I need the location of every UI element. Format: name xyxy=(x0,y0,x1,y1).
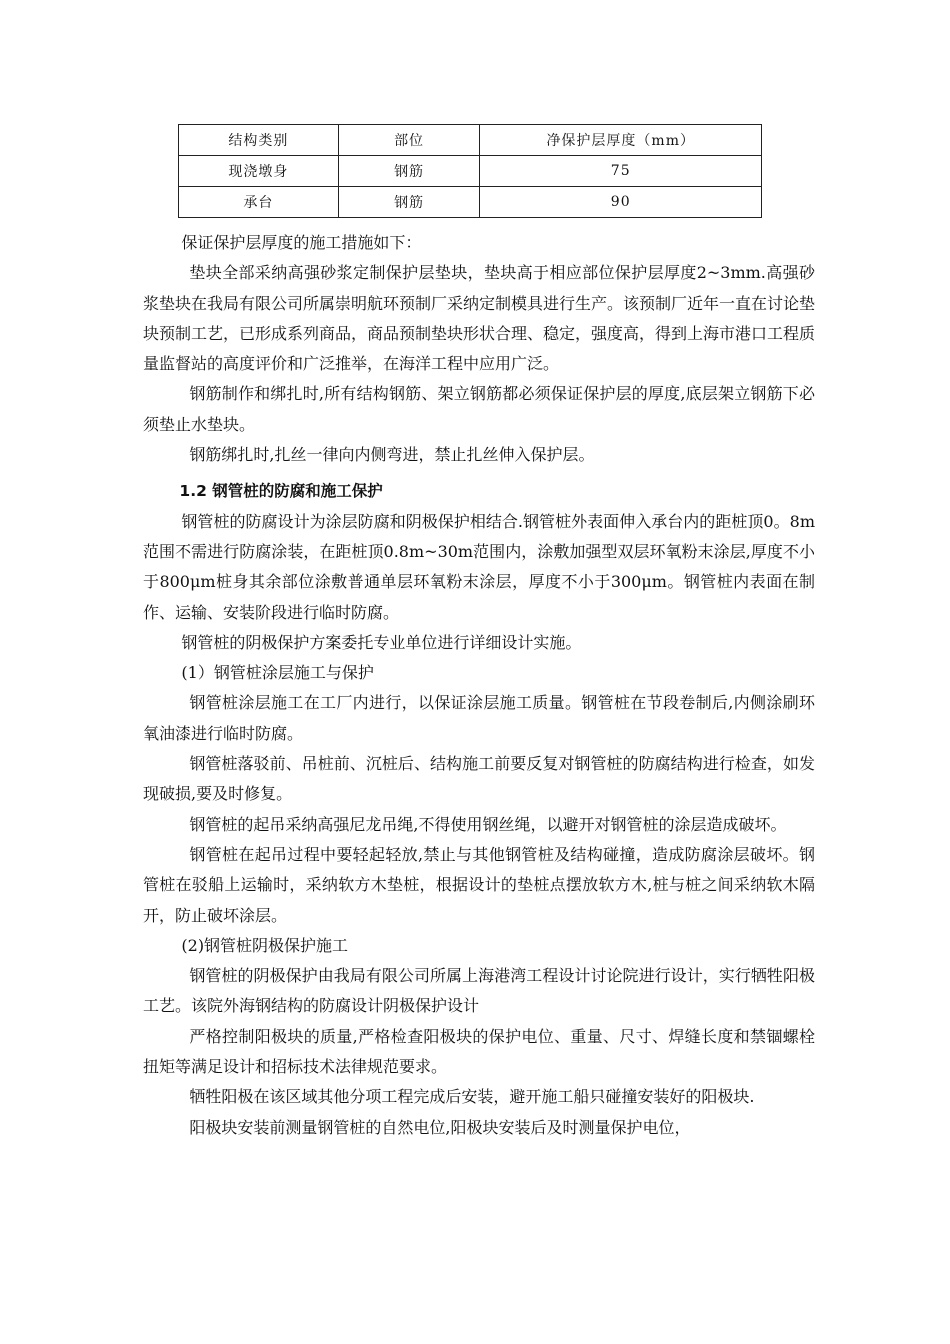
table-row xyxy=(179,187,762,218)
table-header-cell: 部位 xyxy=(338,125,480,156)
paragraph: 钢管桩的阴极保护由我局有限公司所属上海港湾工程设计讨论院进行设计，实行牺牲阳极工艺。该院外海钢结构的防腐设计阴极保护设计 xyxy=(143,966,815,1016)
document-body xyxy=(143,228,815,1143)
table-cell: 钢筋 xyxy=(338,156,480,187)
paragraph: 钢管桩涂层施工在工厂内进行，以保证涂层施工质量。钢管桩在节段卷制后,内侧涂刷环氧油漆进行临时防腐。 xyxy=(143,693,815,743)
subsection-heading: (1）钢管桩涂层施工与保护 xyxy=(181,663,374,683)
paragraph: 严格控制阳极块的质量,严格检查阳极块的保护电位、重量、尺寸、焊缝长度和禁锢螺栓扭矩等满足设计和招标技术法律规范要求。 xyxy=(143,1026,815,1077)
paragraph: 钢筋绑扎时,扎丝一律向内侧弯进，禁止扎丝伸入保护层。 xyxy=(189,445,595,465)
table-row xyxy=(179,156,762,187)
table-cell: 75 xyxy=(480,156,762,187)
paragraph: 钢管桩的防腐设计为涂层防腐和阴极保护相结合.钢管桩外表面伸入承台内的距桩顶0。8m范围不需进行防腐涂装，在距桩顶0.8m~30m范围内，涂敷加强型双层环氧粉末涂层,厚度不小于800μm桩身其余部位涂敷普通单层环氧粉末涂层，厚度不小于300μm。钢管桩内表面在制作、运输、安装阶段进行临时防腐。 xyxy=(143,511,815,622)
table-header-row xyxy=(179,125,762,156)
table-header-cell: 净保护层厚度（mm） xyxy=(480,125,762,156)
paragraph: 阳极块安装前测量钢管桩的自然电位,阳极块安装后及时测量保护电位， xyxy=(189,1117,691,1137)
paragraph: 钢筋制作和绑扎时,所有结构钢筋、架立钢筋都必须保证保护层的厚度,底层架立钢筋下必须垫止水垫块。 xyxy=(143,384,815,434)
paragraph: 钢管桩的起吊采纳高强尼龙吊绳,不得使用钢丝绳，以避开对钢管桩的涂层造成破坏。 xyxy=(189,814,787,834)
paragraph: 垫块全部采纳高强砂浆定制保护层垫块，垫块高于相应部位保护层厚度2~3mm.高强砂浆垫块在我局有限公司所属崇明航环预制厂采纳定制模具进行生产。该预制厂近年一直在讨论垫块预制工艺，已形成系列商品，商品预制垫块形状合理、稳定，强度高，得到上海市港口工程质量监督站的高度评价和广泛推举，在海洋工程中应用广泛。 xyxy=(143,263,816,374)
paragraph: 保证保护层厚度的施工措施如下： xyxy=(181,233,422,252)
table-cell: 承台 xyxy=(179,187,339,218)
table-header-cell: 结构类别 xyxy=(179,125,339,156)
table-cell: 90 xyxy=(480,187,762,218)
cover-thickness-table xyxy=(178,124,762,218)
table-cell: 现浇墩身 xyxy=(179,156,339,187)
paragraph: 钢管桩落驳前、吊桩前、沉桩后、结构施工前要反复对钢管桩的防腐结构进行检查，如发现破损,要及时修复。 xyxy=(143,754,815,804)
section-heading: 1.2 钢管桩的防腐和施工保护 xyxy=(179,482,383,501)
paragraph: 钢管桩在起吊过程中要轻起轻放,禁止与其他钢管桩及结构碰撞，造成防腐涂层破坏。钢管桩在驳船上运输时，采纳软方木垫桩，根据设计的垫桩点摆放软方木,桩与桩之间采纳软木隔开，防止破坏涂层。 xyxy=(143,844,815,925)
paragraph: 牺牲阳极在该区域其他分项工程完成后安装，避开施工船只碰撞安装好的阳极块. xyxy=(189,1087,755,1107)
table-cell: 钢筋 xyxy=(338,187,480,218)
subsection-heading: (2)钢管桩阴极保护施工 xyxy=(181,935,349,955)
paragraph: 钢管桩的阴极保护方案委托专业单位进行详细设计实施。 xyxy=(181,632,582,652)
